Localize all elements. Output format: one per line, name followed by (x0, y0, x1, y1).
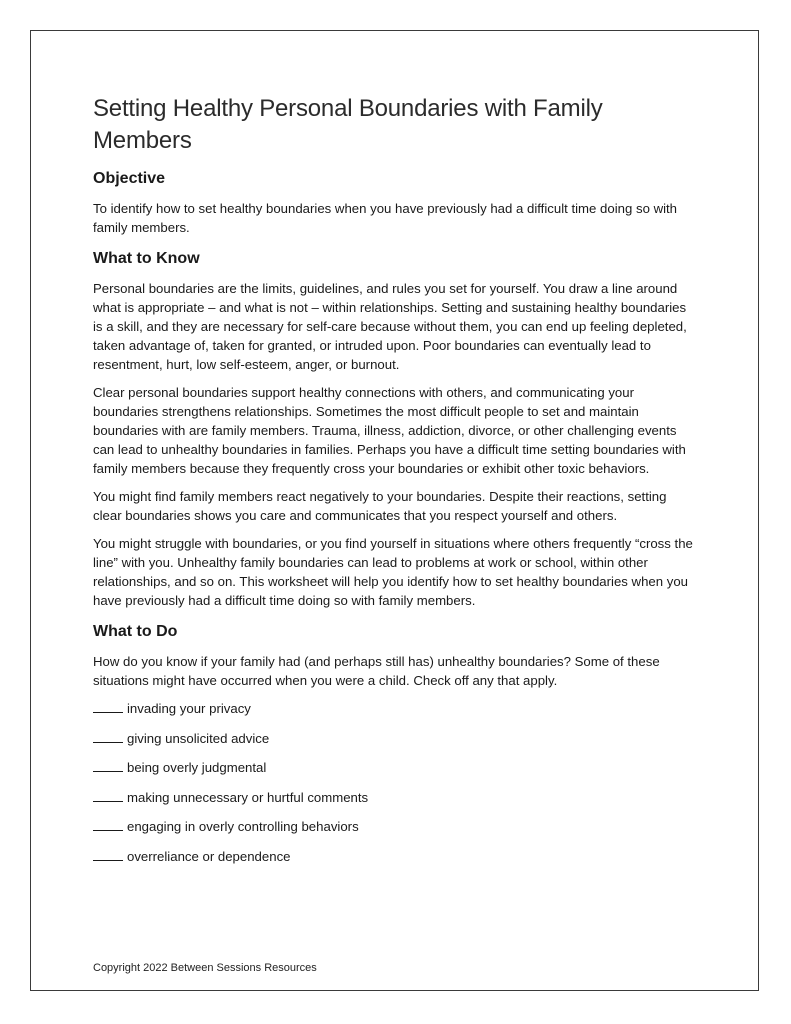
todo-intro: How do you know if your family had (and perhaps still has) unhealthy boundaries? Some of these situations might have occurred when you were a child. Check off any that apply. (93, 654, 660, 688)
what-to-do-heading: What to Do (93, 623, 178, 640)
checklist-item[interactable]: being overly judgmental (93, 758, 698, 777)
copyright-footer: Copyright 2022 Between Sessions Resources (93, 962, 317, 974)
page-title: Setting Healthy Personal Boundaries with Family Members (93, 95, 603, 154)
know-paragraph-4: You might struggle with boundaries, or you find yourself in situations where others frequently “cross the line” with you. Unhealthy family boundaries can lead to problems at work or school, within other relationships, and so on. This worksheet will help you identify how to set healthy boundaries when you have previously had a difficult time doing so with family members. (93, 536, 693, 608)
know-paragraph-2: Clear personal boundaries support healthy connections with others, and communicating your boundaries strengthens relationships. Sometimes the most difficult people to set and maintain boundaries with are family members. Trauma, illness, addiction, divorce, or other challenging events can lead to unhealthy boundaries in families. Perhaps you have a difficult time setting boundaries with family members because they frequently cross your boundaries or exhibit other toxic behaviors. (93, 385, 686, 476)
check-blank[interactable] (93, 847, 123, 861)
checklist-item[interactable]: invading your privacy (93, 699, 698, 718)
check-blank[interactable] (93, 699, 123, 713)
check-blank[interactable] (93, 729, 123, 743)
checklist-item[interactable]: making unnecessary or hurtful comments (93, 788, 698, 807)
checklist-item[interactable]: engaging in overly controlling behaviors (93, 817, 698, 836)
checklist-item[interactable]: giving unsolicited advice (93, 729, 698, 748)
check-blank[interactable] (93, 788, 123, 802)
what-to-know-heading: What to Know (93, 250, 200, 267)
know-paragraph-1: Personal boundaries are the limits, guidelines, and rules you set for yourself. You draw a line around what is appropriate – and what is not – within relationships. Setting and sustaining healthy boundaries is a skill, and they are necessary for self-care because without them, you can end up feeling depleted, taken advantage of, taken for granted, or intruded upon. Poor boundaries can eventually lead to resentment, hurt, low self-esteem, anger, or burnout. (93, 281, 687, 372)
checklist-item[interactable]: overreliance or dependence (93, 847, 698, 866)
document-body (93, 93, 698, 876)
objective-heading: Objective (93, 170, 166, 187)
objective-text: To identify how to set healthy boundaries when you have previously had a difficult time doing so with family members. (93, 201, 678, 235)
check-blank[interactable] (93, 758, 123, 772)
check-blank[interactable] (93, 817, 123, 831)
know-paragraph-3: You might find family members react negatively to your boundaries. Despite their reactions, setting clear boundaries shows you care and communicates that you respect yourself and others. (93, 489, 667, 523)
